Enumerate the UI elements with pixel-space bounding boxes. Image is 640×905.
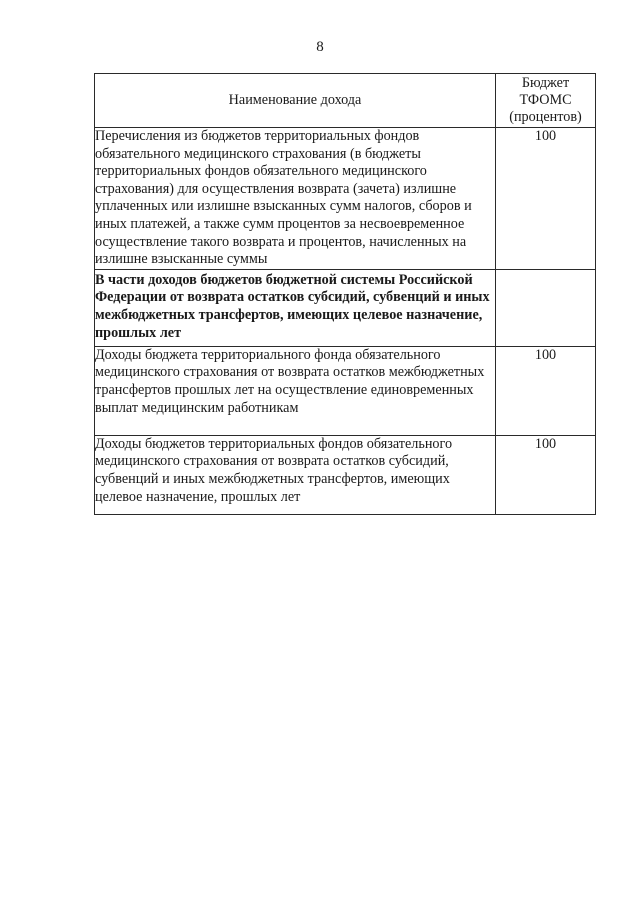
budget-percent-cell	[496, 269, 596, 346]
table-row	[95, 346, 596, 435]
table-row	[95, 128, 596, 270]
header-budget-line1: Бюджет	[521, 75, 570, 91]
section-heading-cell: В части доходов бюджетов бюджетной системы Российской Федерации от возврата остатков субсидий, субвенций и иных межбюджетных трансфертов, имеющих целевое назначение, прошлых лет	[95, 269, 496, 346]
header-budget-line3: (процентов)	[509, 109, 582, 125]
header-budget-tfoms	[496, 74, 596, 128]
income-name-cell: Доходы бюджетов территориальных фондов обязательного медицинского страхования от возврата остатков субсидий, субвенций и иных межбюджетных трансфертов, имеющих целевое назначение, прошлых лет	[95, 435, 496, 514]
table-row	[95, 435, 596, 514]
income-name-cell: Перечисления из бюджетов территориальных фондов обязательного медицинского страхования (в бюджеты территориальных фондов обязательного медицинского страхования) для осуществления возврата (зачета) излишне уплаченных или излишне взысканных сумм налогов, сборов и иных платежей, а также сумм процентов за несвоевременное осуществление такого возврата и процентов, начисленных на излишне взысканные суммы	[95, 128, 496, 270]
budget-percent-cell: 100	[496, 128, 596, 270]
income-name-cell: Доходы бюджета территориального фонда обязательного медицинского страхования от возврата остатков межбюджетных трансфертов прошлых лет на осуществление единовременных выплат медицинским работникам	[95, 346, 496, 435]
budget-percent-cell: 100	[496, 435, 596, 514]
budget-percent-cell: 100	[496, 346, 596, 435]
page-number: 8	[316, 39, 324, 55]
table-row-section-heading	[95, 269, 596, 346]
header-income-name: Наименование дохода	[95, 74, 496, 128]
income-distribution-table	[94, 73, 596, 515]
header-budget-line2: ТФОМС	[519, 92, 572, 108]
table-header-row	[95, 74, 596, 128]
